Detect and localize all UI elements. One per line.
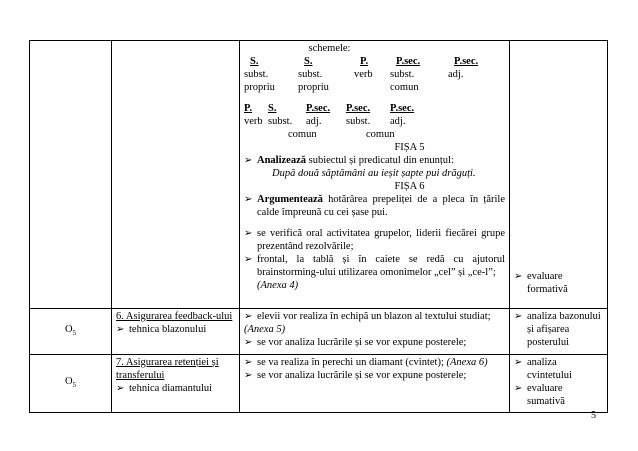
table-row [30, 309, 608, 355]
lesson-plan-table [29, 40, 608, 413]
schema-cell: comun [366, 129, 395, 140]
stage-cell [112, 41, 240, 309]
arrow-bullet-icon: ➢ [514, 311, 523, 322]
stage-cell [112, 355, 240, 413]
fisa6-list [244, 193, 505, 219]
objective-cell [30, 355, 112, 413]
annex-ref: (Anexa 4) [257, 280, 299, 291]
objective-label: O [64, 323, 73, 335]
fisa6-title: FIȘA 6 [394, 181, 425, 192]
activity-cell [240, 355, 510, 413]
schema1-line3 [244, 81, 505, 94]
schema-cell [354, 81, 390, 94]
activity-text: elevii vor realiza în echipă un blazon al textului studiat; [257, 311, 491, 322]
list-item [244, 253, 505, 292]
objective-label: O [64, 375, 73, 387]
page-number: 5 [591, 410, 596, 421]
fisa5-title: FIȘA 5 [394, 142, 425, 153]
annex-ref: (Anexa 6) [446, 357, 488, 368]
schema-cell: subst. [268, 116, 293, 127]
objective-index: 5 [72, 329, 77, 338]
evaluation-cell [510, 355, 608, 413]
evaluation-cell [510, 41, 608, 309]
list-item [244, 369, 505, 382]
fisa5-sentence: După două săptămâni au ieșit șapte pui drăguți. [272, 168, 476, 179]
schema-cell: P.sec. [396, 56, 421, 67]
schema-cell: verb [354, 69, 373, 80]
schema-cell: subst. [244, 69, 269, 80]
activity-text: frontal, la tablă și în caiete se redă cu ajutorul brainstorming-ului utilizarea omonimelor „cel” și „ce-l”; [257, 254, 505, 278]
evaluation-list [514, 310, 603, 349]
schema-cell: P.sec. [454, 56, 479, 67]
technique-list [116, 382, 235, 395]
evaluation-cell [510, 309, 608, 355]
activity-text: se verifică oral activitatea grupelor, liderii fiecărei grupe prezentând rezolvările; [257, 228, 505, 252]
task-text: hotărârea prepeliței de a pleca în țările calde împreună cu cei șase pui. [257, 194, 505, 218]
arrow-bullet-icon: ➢ [244, 311, 253, 322]
activity-list [244, 310, 505, 323]
schema1-line2 [244, 68, 505, 81]
task-verb: Argumentează [257, 194, 323, 205]
schema-cell: propriu [244, 82, 275, 93]
technique-list [116, 323, 235, 336]
objective-cell [30, 309, 112, 355]
arrow-bullet-icon: ➢ [244, 194, 253, 205]
technique-text: tehnica blazonului [129, 324, 207, 335]
list-item [244, 154, 505, 167]
schema-cell: adj. [448, 69, 464, 80]
objective-cell [30, 41, 112, 309]
stage-title: 7. Asigurarea retenției și transferului [116, 357, 219, 381]
schema-cell: adj. [390, 116, 406, 127]
schema-cell: adj. [306, 116, 322, 127]
schema-cell: S. [250, 56, 259, 67]
list-item [514, 356, 603, 382]
activity-text: se va realiza în perechi un diamant (cvintet); [257, 357, 444, 368]
activity-cell [240, 41, 510, 309]
evaluation-text: analiza cvintetului [527, 357, 572, 381]
activity-list [244, 356, 505, 382]
activity-list [244, 336, 505, 349]
schema-cell: P.sec. [306, 103, 331, 114]
arrow-bullet-icon: ➢ [514, 357, 523, 368]
schema-cell: subst. [346, 116, 371, 127]
schema-cell: P.sec. [346, 103, 371, 114]
annex-ref: (Anexa 5) [244, 324, 286, 335]
schema1-heads [244, 55, 505, 68]
list-item [116, 382, 235, 395]
schema2-line2 [244, 115, 505, 128]
arrow-bullet-icon: ➢ [244, 337, 253, 348]
evaluation-text: evaluare formativă [527, 271, 568, 295]
schema2-line3 [244, 128, 505, 141]
activity-text: se vor analiza lucrările și se vor expune posterele; [257, 337, 467, 348]
list-item [244, 227, 505, 253]
table-row [30, 41, 608, 309]
list-item [244, 336, 505, 349]
schema-cell: propriu [298, 82, 329, 93]
list-item [514, 310, 603, 349]
schema-cell: P.sec. [390, 103, 415, 114]
arrow-bullet-icon: ➢ [244, 370, 253, 381]
stage-cell [112, 309, 240, 355]
schema-cell: S. [304, 56, 313, 67]
activity-list [244, 227, 505, 292]
table-row [30, 355, 608, 413]
stage-title: 6. Asigurarea feedback-ului [116, 311, 233, 322]
arrow-bullet-icon: ➢ [244, 254, 253, 265]
schema-cell [448, 81, 492, 94]
fisa5-list [244, 154, 505, 167]
schema-cell [326, 128, 366, 141]
arrow-bullet-icon: ➢ [514, 383, 523, 394]
schema-cell: subst. [298, 69, 323, 80]
list-item [244, 310, 505, 323]
schema-cell: verb [244, 116, 263, 127]
schema-cell: comun [288, 129, 317, 140]
technique-text: tehnica diamantului [129, 383, 213, 394]
schema-cell: P. [360, 56, 369, 67]
schema-cell [410, 128, 452, 141]
arrow-bullet-icon: ➢ [244, 155, 253, 166]
schema-cell: subst. [390, 69, 415, 80]
list-item [244, 356, 505, 369]
schema-cell: S. [268, 103, 277, 114]
evaluation-list [514, 356, 603, 408]
task-text: subiectul și predicatul din enunțul: [306, 155, 454, 166]
arrow-bullet-icon: ➢ [116, 383, 125, 394]
arrow-bullet-icon: ➢ [514, 271, 523, 282]
list-item [514, 270, 603, 296]
schema2-heads [244, 102, 505, 115]
evaluation-text: evaluare sumativă [527, 383, 565, 407]
activity-cell [240, 309, 510, 355]
list-item [244, 193, 505, 219]
schema-cell: P. [244, 103, 253, 114]
arrow-bullet-icon: ➢ [244, 228, 253, 239]
list-item [116, 323, 235, 336]
arrow-bullet-icon: ➢ [116, 324, 125, 335]
task-verb: Analizează [257, 155, 306, 166]
schema-title: schemele: [308, 43, 351, 54]
evaluation-text: analiza bazonului și afișarea posterului [527, 311, 601, 348]
schema-cell [264, 128, 288, 141]
arrow-bullet-icon: ➢ [244, 357, 253, 368]
activity-text: se vor analiza lucrările și se vor expune posterele; [257, 370, 467, 381]
list-item [514, 382, 603, 408]
evaluation-list [514, 270, 603, 296]
schema-cell: comun [390, 82, 419, 93]
objective-index: 5 [72, 381, 77, 390]
